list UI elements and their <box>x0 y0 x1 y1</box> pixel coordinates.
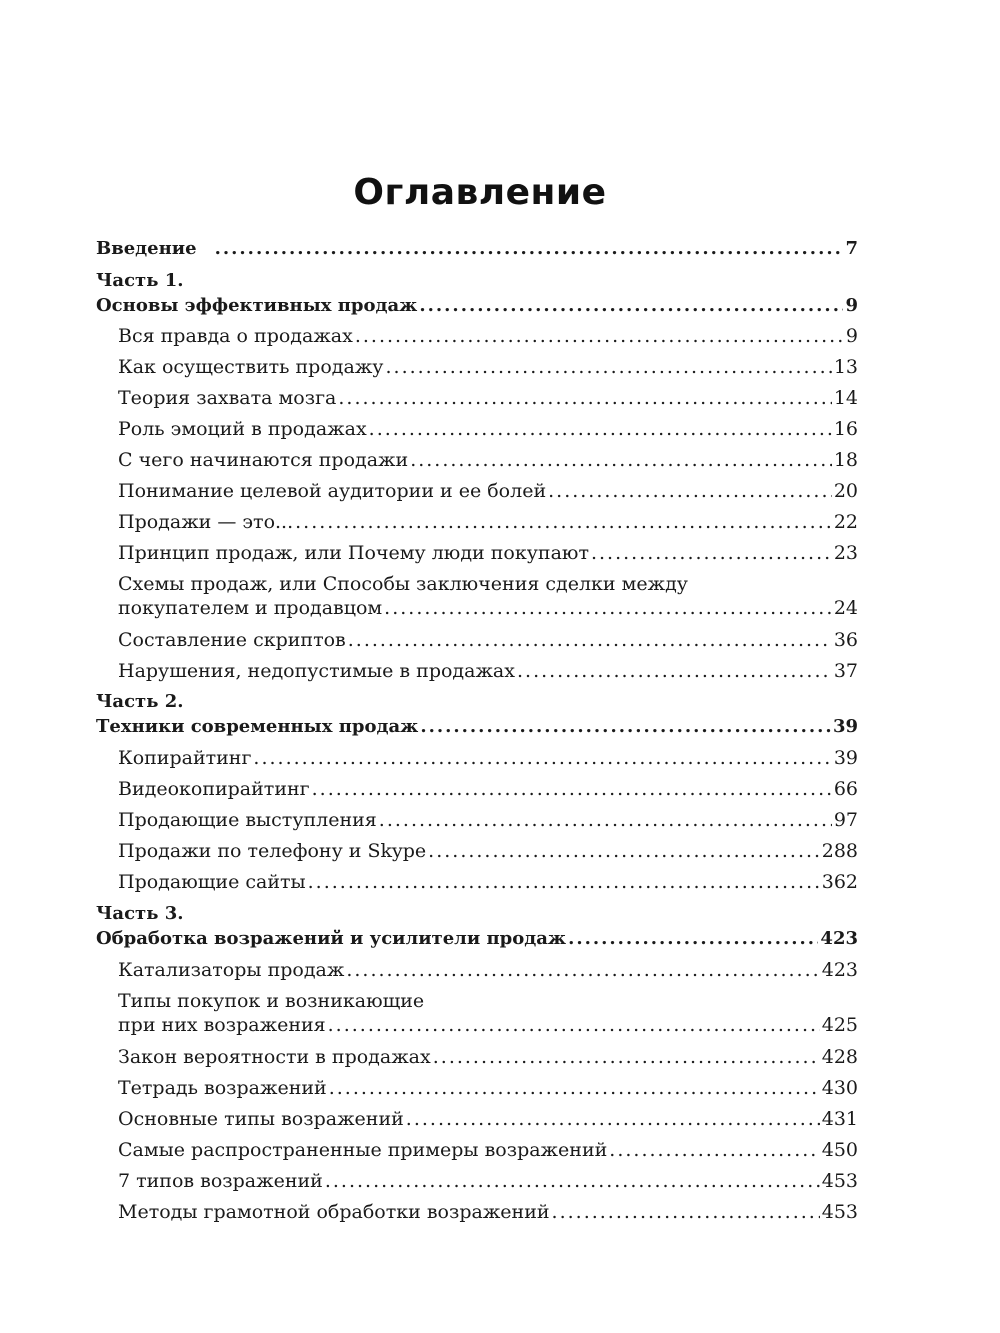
toc-entry[interactable] <box>118 324 858 348</box>
toc-entry[interactable] <box>118 448 858 472</box>
page-title: Оглавление <box>353 172 607 213</box>
toc-entry-page: 288 <box>821 840 858 862</box>
toc-entry-page: 24 <box>833 597 858 619</box>
toc-entry-page: 23 <box>833 542 858 564</box>
leader-dots <box>428 839 820 863</box>
leader-dots <box>325 1169 820 1193</box>
toc-entry[interactable] <box>118 572 858 620</box>
toc-entry-page: 453 <box>821 1201 858 1223</box>
leader-dots <box>253 746 831 770</box>
leader-dots <box>215 237 844 261</box>
leader-dots <box>312 777 832 801</box>
toc-entry-page: 450 <box>821 1139 858 1161</box>
toc-entry[interactable] <box>118 541 858 565</box>
toc-entry-page: 430 <box>821 1077 858 1099</box>
toc-entry-label: Вся правда о продажах <box>118 325 353 347</box>
leader-dots <box>433 1045 820 1069</box>
toc-entry[interactable] <box>118 1169 858 1193</box>
toc-entry-intro[interactable] <box>96 237 858 261</box>
toc-entry-label: Продажи по телефону и Skype <box>118 840 427 862</box>
toc-entry-label: Техники современных продаж <box>96 716 419 737</box>
toc-entry-label: Методы грамотной обработки возражений <box>118 1201 550 1223</box>
toc-part-heading[interactable] <box>96 715 858 739</box>
toc-entry-page: 22 <box>833 511 858 533</box>
leader-dots <box>517 659 832 683</box>
toc-entry[interactable] <box>118 958 858 982</box>
toc-entry-label: Основные типы возражений <box>118 1108 404 1130</box>
toc-entry-page: 425 <box>821 1014 858 1036</box>
toc-entry-page: 39 <box>832 716 858 737</box>
toc-part-heading[interactable] <box>96 294 858 318</box>
part-label: Часть 3. <box>96 903 184 924</box>
leader-dots <box>328 1013 820 1037</box>
toc-entry-page: 453 <box>821 1170 858 1192</box>
toc-entry[interactable] <box>118 1107 858 1131</box>
leader-dots <box>609 1138 819 1162</box>
leader-dots <box>548 479 832 503</box>
toc-entry[interactable] <box>118 989 858 1037</box>
toc-entry-label: Видеокопирайтинг <box>118 778 310 800</box>
leader-dots <box>385 355 831 379</box>
toc-entry-page: 13 <box>833 356 858 378</box>
toc-entry-page: 362 <box>821 871 858 893</box>
toc-entry-label: Принцип продаж, или Почему люди покупают <box>118 542 589 564</box>
toc-entry-label-line1: Типы покупок и возникающие <box>118 990 425 1012</box>
leader-dots <box>295 510 832 534</box>
leader-dots <box>568 927 818 951</box>
toc-entry[interactable] <box>118 510 858 534</box>
leader-dots <box>355 324 844 348</box>
toc-entry-label: С чего начинаются продажи <box>118 449 409 471</box>
toc-entry-label: Понимание целевой аудитории и ее болей <box>118 480 547 502</box>
toc-entry-page: 97 <box>833 809 858 831</box>
toc-entry-label: Как осуществить продажу <box>118 356 384 378</box>
toc-entry-label: Теория захвата мозга <box>118 387 337 409</box>
toc-entry-page: 66 <box>833 778 858 800</box>
toc-entry-label: Составление скриптов <box>118 629 346 651</box>
toc-entry-label: 7 типов возражений <box>118 1170 323 1192</box>
toc-entry-page: 16 <box>833 418 858 440</box>
toc-entry-label: Нарушения, недопустимые в продажах <box>118 660 515 682</box>
leader-dots <box>591 541 832 565</box>
leader-dots <box>348 628 832 652</box>
toc-entry-page: 428 <box>821 1046 858 1068</box>
toc-entry-page: 423 <box>820 928 858 949</box>
toc-entry-label: Копирайтинг <box>118 747 252 769</box>
toc-entry-page: 423 <box>821 959 858 981</box>
toc-entry[interactable] <box>118 1076 858 1100</box>
leader-dots <box>379 808 832 832</box>
toc-part-heading[interactable] <box>96 927 858 951</box>
toc-entry-label-line2: при них возражения <box>118 1014 326 1036</box>
toc-entry-label-line2: покупателем и продавцом <box>118 597 383 619</box>
toc-entry[interactable] <box>118 1045 858 1069</box>
toc-entry-page: 36 <box>833 629 858 651</box>
toc-entry-label: Продающие выступления <box>118 809 377 831</box>
leader-dots <box>384 596 832 620</box>
toc-entry-page: 9 <box>845 295 858 316</box>
toc-entry-label: Катализаторы продаж <box>118 959 345 981</box>
toc-entry-label: Продающие сайты <box>118 871 306 893</box>
toc-entry-page: 7 <box>845 238 858 259</box>
toc-entry-page: 37 <box>833 660 858 682</box>
toc-entry-page: 39 <box>833 747 858 769</box>
toc-entry[interactable] <box>118 746 858 770</box>
toc-entry-label: Основы эффективных продаж <box>96 295 418 316</box>
toc-entry[interactable] <box>118 386 858 410</box>
leader-dots <box>552 1200 820 1224</box>
toc-entry[interactable] <box>118 628 858 652</box>
toc-entry-label: Обработка возражений и усилители продаж <box>96 928 567 949</box>
toc-entry[interactable] <box>118 355 858 379</box>
toc-entry-label: Тетрадь возражений <box>118 1077 327 1099</box>
leader-dots <box>406 1107 820 1131</box>
leader-dots <box>410 448 832 472</box>
toc-entry-label: Роль эмоций в продажах <box>118 418 367 440</box>
toc-entry[interactable] <box>118 777 858 801</box>
toc-entry[interactable] <box>118 870 858 894</box>
leader-dots <box>419 294 843 318</box>
toc-entry[interactable] <box>118 659 858 683</box>
toc-entry-label: Самые распространенные примеры возражений <box>118 1139 608 1161</box>
leader-dots <box>369 417 832 441</box>
toc-entry[interactable] <box>118 839 858 863</box>
toc-entry-page: 18 <box>833 449 858 471</box>
part-label: Часть 1. <box>96 270 184 291</box>
toc-entry-page: 20 <box>833 480 858 502</box>
toc-entry-label: Закон вероятности в продажах <box>118 1046 431 1068</box>
toc-entry[interactable] <box>118 1200 858 1224</box>
toc-entry[interactable] <box>118 1138 858 1162</box>
toc-entry-label: Продажи — это... <box>118 511 294 533</box>
leader-dots <box>308 870 820 894</box>
toc-entry-label: Введение <box>96 238 197 259</box>
leader-dots <box>420 715 831 739</box>
toc-entry[interactable] <box>118 479 858 503</box>
leader-dots <box>338 386 831 410</box>
toc-entry[interactable] <box>118 417 858 441</box>
leader-dots <box>346 958 819 982</box>
part-label: Часть 2. <box>96 691 184 712</box>
toc-entry-label-line1: Схемы продаж, или Способы заключения сделки между <box>118 573 688 595</box>
toc-entry-page: 431 <box>821 1108 858 1130</box>
toc-entry-page: 14 <box>833 387 858 409</box>
toc-entry-page: 9 <box>845 325 858 347</box>
toc-entry[interactable] <box>118 808 858 832</box>
leader-dots <box>329 1076 820 1100</box>
